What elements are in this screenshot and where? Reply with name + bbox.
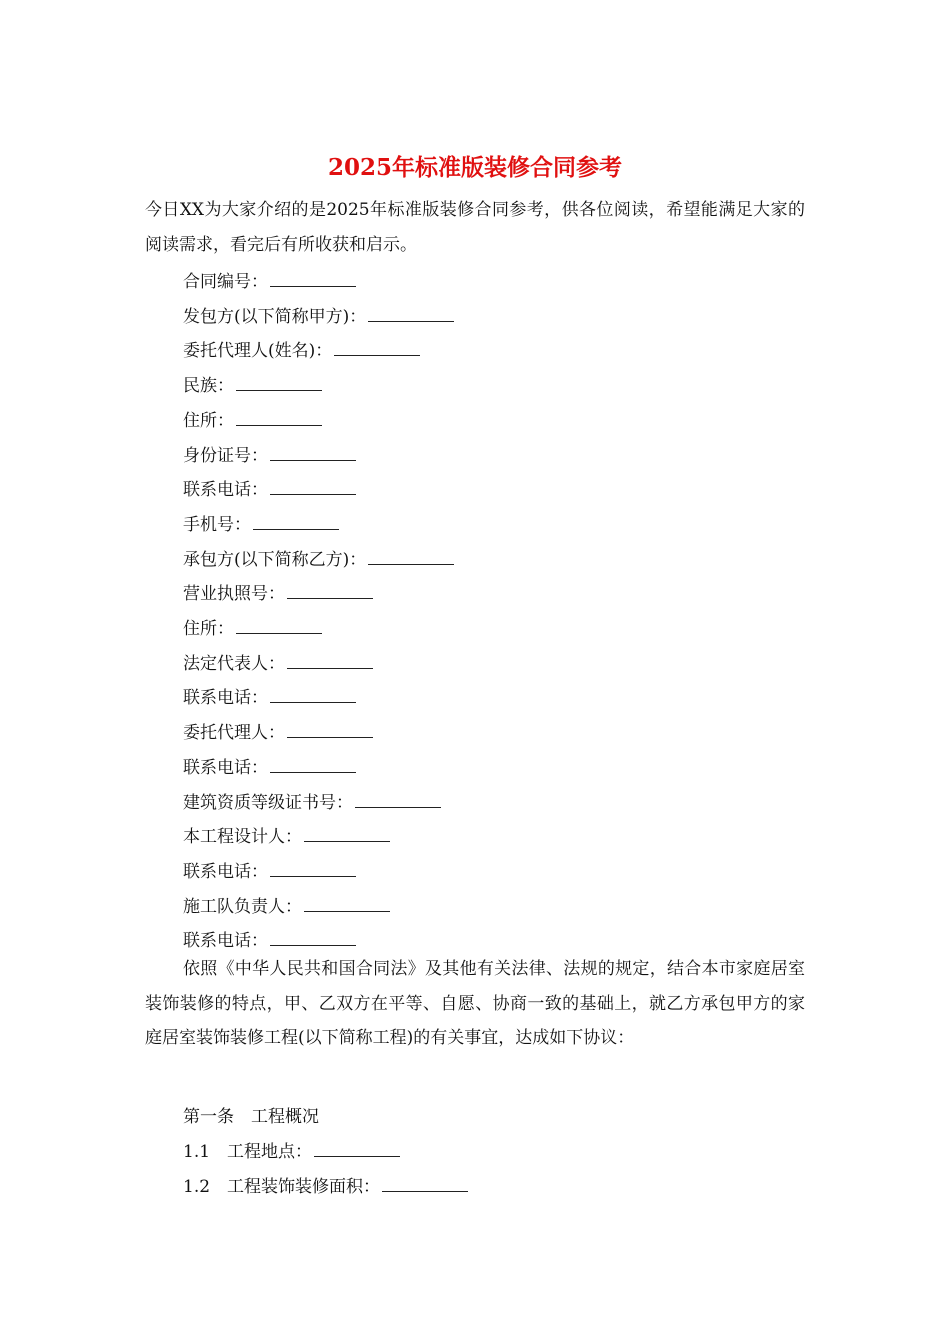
- fill-in-blank[interactable]: [270, 927, 356, 946]
- field-label: 住所：: [183, 410, 234, 431]
- contract-field: [183, 751, 356, 786]
- contract-field: [183, 300, 454, 335]
- field-label: 合同编号：: [183, 272, 268, 292]
- field-label: 法定代表人：: [183, 653, 285, 674]
- article-1-heading: [183, 1100, 319, 1135]
- article-1-title: 工程概况: [251, 1107, 319, 1127]
- field-label: 建筑资质等级证书号：: [183, 792, 353, 813]
- contract-field: [183, 890, 390, 925]
- contract-field: [183, 334, 420, 369]
- article-item-number: 1.1: [183, 1142, 211, 1162]
- fill-in-blank[interactable]: [236, 615, 322, 634]
- field-label: 营业执照号：: [183, 584, 285, 605]
- contract-field: [183, 404, 322, 439]
- fill-in-blank[interactable]: [253, 511, 339, 530]
- field-label: 本工程设计人：: [183, 827, 302, 848]
- fill-in-blank[interactable]: [287, 650, 373, 669]
- field-label: 民族：: [183, 376, 234, 397]
- fill-in-blank[interactable]: [382, 1173, 468, 1192]
- field-label: 委托代理人：: [183, 723, 285, 744]
- fill-in-blank[interactable]: [304, 823, 390, 842]
- agreement-paragraph: 依照《中华人民共和国合同法》及其他有关法律、法规的规定，结合本市家庭居室装饰装修的特点，甲、乙双方在平等、自愿、协商一致的基础上，就乙方承包甲方的家庭居室装饰装修工程(以下简称工程)的有关事宜，达成如下协议：: [145, 959, 805, 1049]
- article-item: [183, 1135, 400, 1170]
- field-label: 联系电话：: [183, 757, 268, 778]
- fill-in-blank[interactable]: [270, 754, 356, 773]
- fill-in-blank[interactable]: [270, 476, 356, 495]
- field-label: 委托代理人(姓名)：: [183, 341, 333, 362]
- fill-in-blank[interactable]: [236, 407, 322, 426]
- article-item: [183, 1170, 468, 1205]
- field-label: 住所：: [183, 619, 234, 639]
- fill-in-blank[interactable]: [314, 1138, 400, 1157]
- field-label: 联系电话：: [183, 688, 268, 709]
- fill-in-blank[interactable]: [355, 789, 441, 808]
- field-label: 施工队负责人：: [183, 896, 302, 917]
- contract-field: [183, 612, 322, 647]
- field-label: 身份证号：: [183, 445, 268, 466]
- contract-field: [183, 508, 339, 543]
- field-label: 承包方(以下简称乙方)：: [183, 549, 367, 570]
- contract-field: [183, 439, 356, 474]
- fill-in-blank[interactable]: [270, 858, 356, 877]
- field-label: 发包方(以下简称甲方)：: [183, 306, 367, 327]
- contract-field: [183, 647, 373, 682]
- fill-in-blank[interactable]: [368, 546, 454, 565]
- article-item-number: 1.2: [183, 1176, 211, 1197]
- fill-in-blank[interactable]: [304, 893, 390, 912]
- field-label: 联系电话：: [183, 931, 268, 952]
- fill-in-blank[interactable]: [270, 268, 356, 287]
- fill-in-blank[interactable]: [287, 580, 373, 599]
- contract-field: [183, 681, 356, 716]
- field-label: 联系电话：: [183, 861, 268, 882]
- contract-field: [183, 786, 441, 821]
- contract-field: [183, 577, 373, 612]
- contract-field: [183, 855, 356, 890]
- article-item-label: 工程地点：: [227, 1142, 313, 1162]
- intro-paragraph: 今日XX为大家介绍的是2025年标准版装修合同参考，供各位阅读，希望能满足大家的阅读需求，看完后有所收获和启示。: [145, 200, 805, 255]
- field-label: 联系电话：: [183, 480, 268, 501]
- contract-field: [183, 716, 373, 751]
- fill-in-blank[interactable]: [270, 684, 356, 703]
- article-item-label: 工程装饰装修面积：: [227, 1176, 381, 1197]
- fill-in-blank[interactable]: [368, 303, 454, 322]
- article-1-number: 第一条: [183, 1107, 234, 1127]
- fill-in-blank[interactable]: [270, 442, 356, 461]
- contract-field: [183, 369, 322, 404]
- contract-field: [183, 543, 454, 578]
- field-label: 手机号：: [183, 514, 251, 535]
- contract-field: [183, 820, 390, 855]
- fill-in-blank[interactable]: [334, 337, 420, 356]
- contract-field: [183, 265, 356, 300]
- fill-in-blank[interactable]: [236, 372, 322, 391]
- contract-field: [183, 473, 356, 508]
- fill-in-blank[interactable]: [287, 719, 373, 738]
- document-title: 2025年标准版装修合同参考: [327, 154, 622, 181]
